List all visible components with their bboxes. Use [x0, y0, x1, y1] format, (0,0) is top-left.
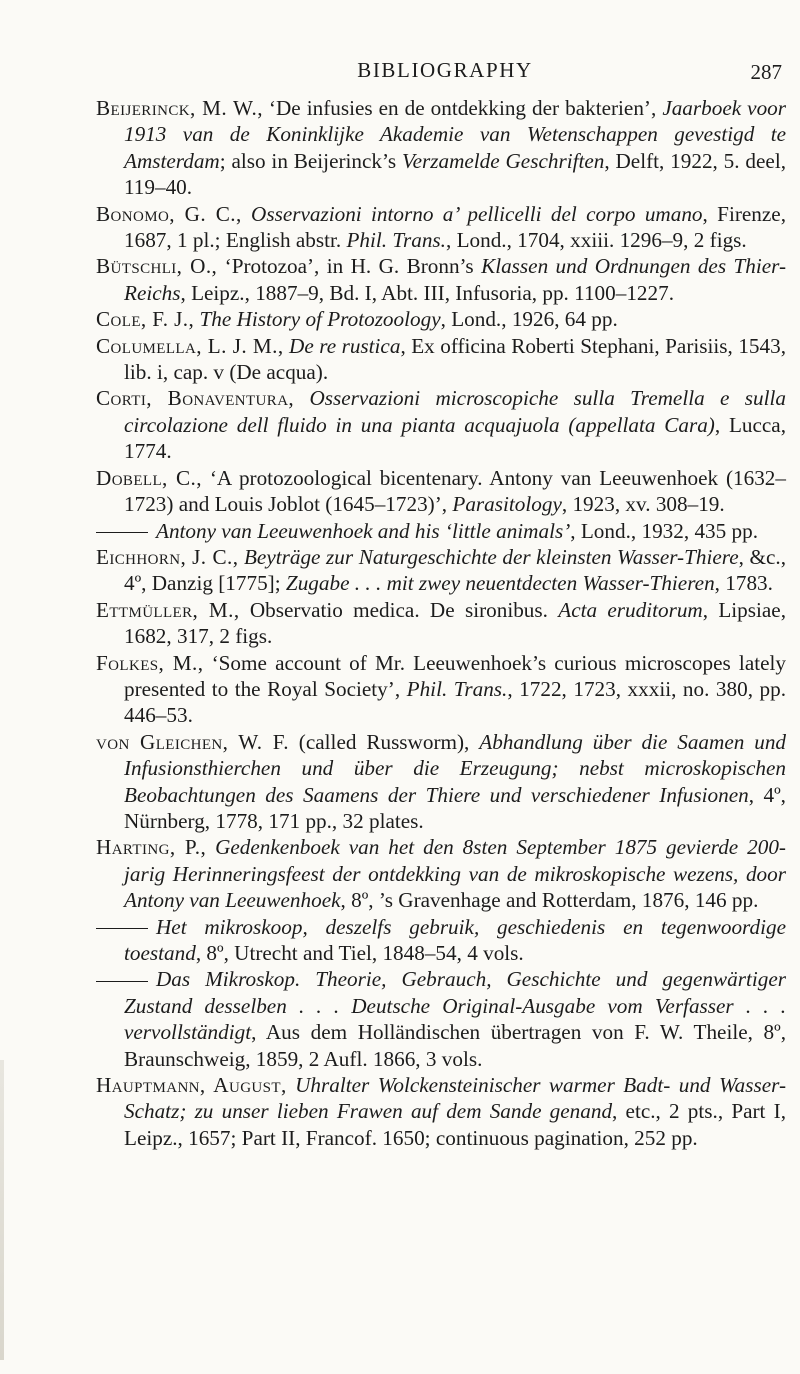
bib-title: Beyträge zur Naturgeschichte der kleinsten Wasser-Thiere [243, 544, 739, 569]
bib-title: Antony van Leeuwenhoek and his ‘little animals’ [156, 518, 571, 543]
bib-author: Beijerinck, M. W., [96, 96, 263, 120]
bib-entry [96, 385, 786, 464]
bib-entry [96, 1072, 786, 1151]
bib-entry [96, 729, 786, 835]
running-head: BIBLIOGRAPHY [357, 58, 533, 82]
bib-title: De re rustica [289, 333, 401, 358]
bib-title: Das Mikroskop. Theorie, Gebrauch, Geschichte und gegenwärtiger Zustand desselben . . . Deutsche Original-Ausgabe vom Verfasser . . . vervollständigt [124, 967, 786, 1045]
bib-text: , Leipz., 1887–9, Bd. I, Abt. III, Infusoria, pp. 1100–1227. [180, 280, 675, 305]
bib-text: , etc., 2 pts., Part I, Leipz., 1657; Part II, Francof. 1650; continuous pagination, 252 pp. [124, 1099, 786, 1150]
bib-text: , 4º, Nürnberg, 1778, 171 pp., 32 plates. [124, 782, 786, 833]
bib-text: ; also in Beijerinck’s [219, 148, 402, 173]
bib-title: Phil. Trans. [346, 228, 446, 253]
bib-entry [96, 518, 786, 544]
bib-author: Columella, L. J. M., [96, 333, 284, 358]
bib-author: Hauptmann, August, [96, 1073, 287, 1098]
bib-text: ‘De infusies en de ontdekking der bakterien’, [262, 96, 663, 120]
bibliography-list [96, 95, 786, 1151]
bib-title: Zugabe . . . mit zwey neuentdecten Wasser-Thieren [285, 571, 715, 596]
bib-title: Osservazioni intorno a’ pellicelli del corpo umano [251, 201, 703, 226]
bib-text: , 1722, 1723, xxxii, no. 380, pp. 446–53. [124, 676, 786, 728]
bib-text: , Lond., 1704, xxiii. 1296–9, 2 figs. [445, 228, 747, 253]
bib-entry [96, 201, 786, 254]
bib-text: , &c., 4º, Danzig [1775]; [124, 544, 787, 596]
bib-text [242, 202, 251, 226]
bib-title: Jaarboek voor 1913 van de Koninklijke Akademie van Wetenschappen gevestigd te Amsterdam [124, 96, 787, 173]
bib-entry [96, 95, 786, 201]
bib-text: , Lond., 1926, 64 pp. [440, 307, 618, 332]
bib-author: Harting, P., [96, 835, 207, 860]
bib-text: , Firenze, 1687, 1 pl.; English abstr. [124, 201, 786, 253]
bib-entry [96, 597, 786, 650]
bib-title: Uhralter Wolckensteinischer warmer Badt- und Wasser-Schatz; zu unser lieben Frawen auf dem Sande genand [124, 1073, 787, 1124]
bib-text: Observatio medica. De sironibus. [239, 597, 559, 622]
bib-entry [96, 966, 786, 1072]
ditto-dash [96, 981, 148, 982]
bib-title: Gedenkenboek van het den 8sten September 1875 gevierde 200-jarig Herinneringsfeest der ontdekking van de mikroskopische wezens, door Antony van Leeuwenhoek [124, 835, 786, 913]
bib-title: Klassen und Ordnungen des Thier-Reichs [124, 254, 786, 305]
bib-title: Abhandlung über die Saamen und Infusionsthierchen und über die Erzeugung; nebst microskopischen Beobachtungen des Saamens der Thiere und verschiedener Infusionen [124, 729, 787, 807]
bib-author: Eichhorn, J. C., [96, 544, 239, 569]
bib-text: , 1923, xv. 308–19. [561, 492, 725, 517]
ditto-dash [96, 928, 148, 929]
bib-author: Corti, Bonaventura, [96, 386, 295, 411]
bib-author: Dobell, C., [96, 465, 202, 490]
bib-text: ‘A protozoological bicentenary. Antony van Leeuwenhoek (1632–1723) and Louis Joblot (1645–1723)’, [124, 465, 786, 517]
bib-author: Ettmüller, M., [96, 597, 240, 622]
bib-text [287, 1073, 295, 1097]
bib-entry [96, 333, 786, 386]
bib-title: The History of Protozoology [199, 307, 441, 332]
bib-text: , Lucca, 1774. [124, 412, 786, 464]
bib-entry [96, 465, 786, 518]
bib-author: Folkes, M., [96, 650, 204, 675]
bib-entry [96, 306, 786, 332]
bib-text: , Ex officina Roberti Stephani, Parisiis, 1543, lib. i, cap. v (De acqua). [124, 333, 786, 385]
bib-text: (called Russworm), [288, 729, 480, 754]
page-edge-shadow [0, 1060, 4, 1360]
bib-text: , 8º, Utrecht and Tiel, 1848–54, 4 vols. [195, 941, 524, 965]
bib-text: , Aus dem Holländischen übertragen von F. W. Theile, 8º, Braunschweig, 1859, 2 Aufl. 1866, 3 vols. [124, 1020, 786, 1071]
ditto-dash [96, 532, 148, 533]
bib-text [294, 386, 309, 410]
bib-entry [96, 253, 786, 306]
bib-author: Cole, F. J., [96, 307, 195, 332]
bib-entry [96, 650, 786, 729]
bib-text: ‘Some account of Mr. Leeuwenhoek’s curious microscopes lately presented to the Royal Society’, [124, 650, 786, 701]
bib-text: , Delft, 1922, 5. deel, 119–40. [124, 148, 787, 200]
bib-entry [96, 544, 786, 597]
page-number: 287 [750, 60, 782, 84]
page-header [100, 58, 790, 88]
bib-author: von Gleichen, W. F. [96, 729, 289, 754]
bib-entry [96, 834, 786, 913]
bib-text: , Lipsiae, 1682, 317, 2 figs. [124, 597, 786, 649]
bib-title: Het mikroskoop, deszelfs gebruik, geschiedenis en tegenwoordige toestand [124, 914, 786, 965]
bib-title: Osservazioni microscopiche sulla Tremella e sulla circolazione dell fluido in una pianta acquajuola (appellata Cara) [124, 386, 787, 437]
bib-text [206, 835, 215, 859]
bib-author: Bonomo, G. C., [96, 201, 242, 226]
bib-title: Verzamelde Geschriften [401, 148, 605, 173]
bib-text: , 1783. [714, 571, 773, 596]
bib-text: , 8º, ’s Gravenhage and Rotterdam, 1876, 146 pp. [340, 888, 759, 913]
bib-author: Bütschli, O., [96, 254, 218, 279]
bib-title: Acta eruditorum [558, 597, 703, 622]
bib-entry [96, 914, 786, 967]
bib-text: ‘Protozoa’, in H. G. Bronn’s [217, 254, 482, 279]
bib-title: Parasitology [452, 492, 562, 517]
bib-text: , Lond., 1932, 435 pp. [570, 518, 759, 543]
bib-title: Phil. Trans. [406, 676, 508, 701]
